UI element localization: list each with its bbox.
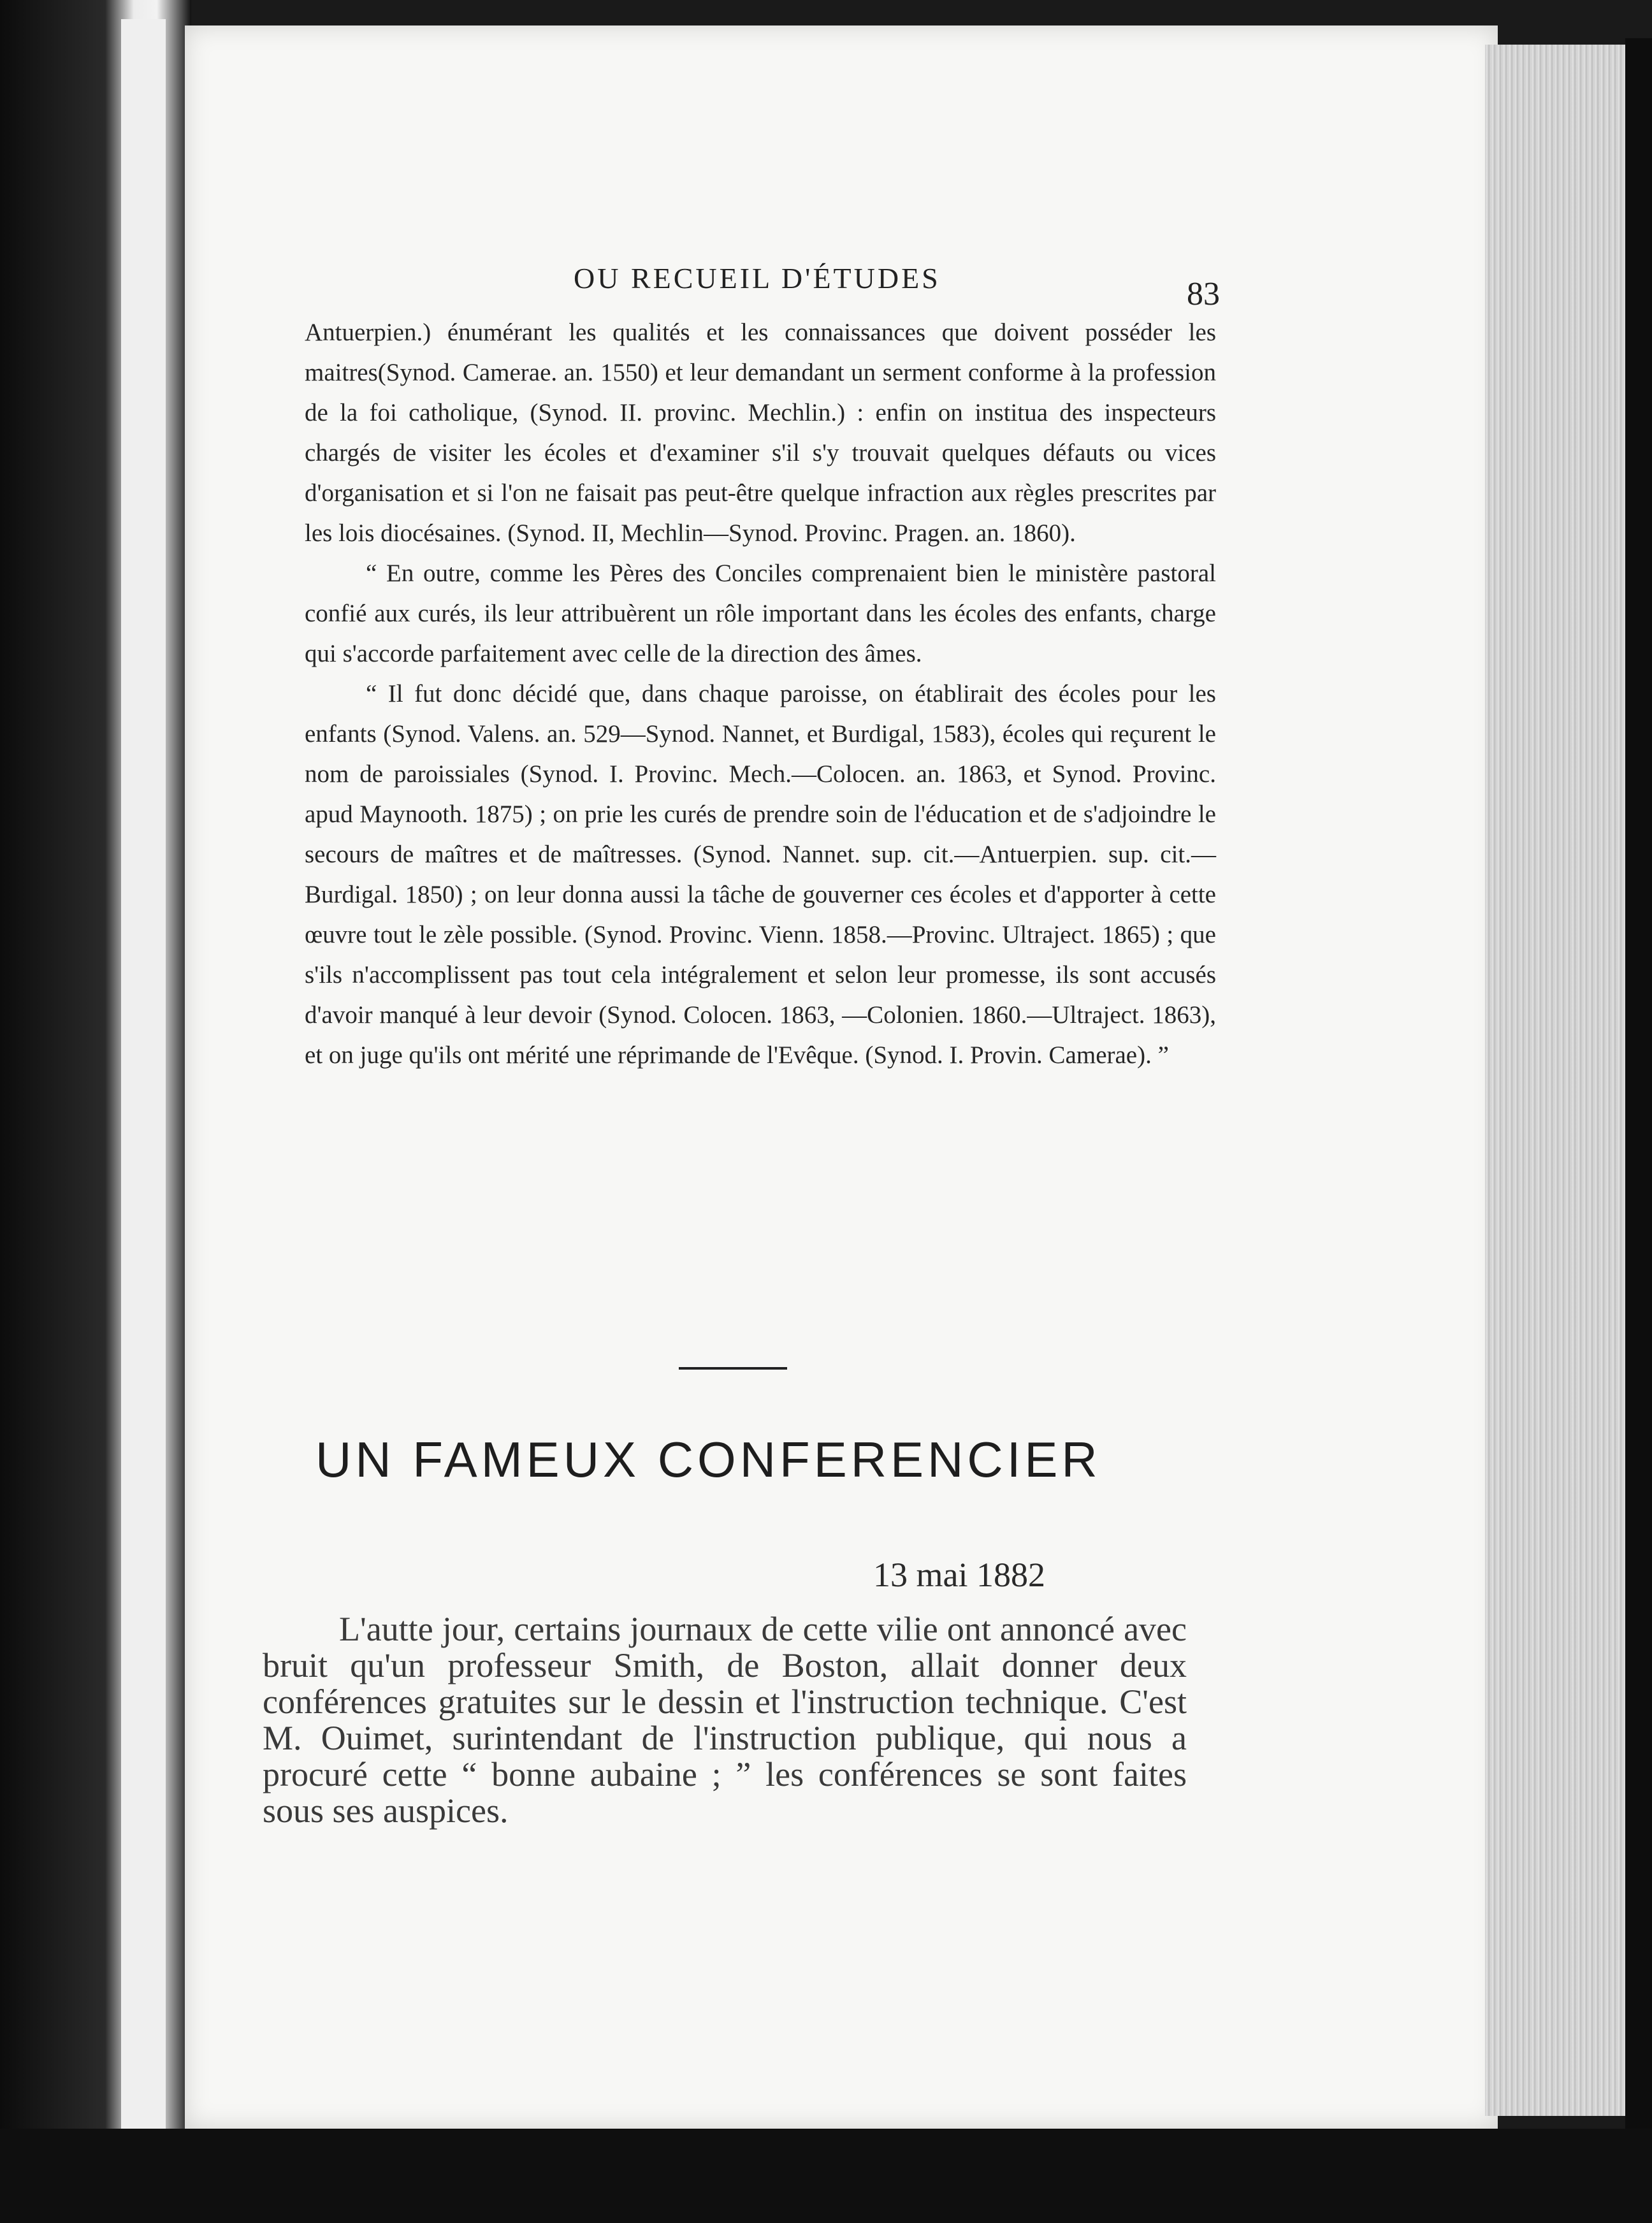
page-stack-shadow: [1625, 38, 1652, 2141]
section-divider: [679, 1367, 787, 1370]
article-title: UN FAMEUX CONFERENCIER: [315, 1431, 1101, 1488]
bottom-background: [0, 2129, 1652, 2223]
body-text: [305, 312, 1216, 1075]
page-stack-edge: [1485, 45, 1625, 2116]
body-paragraph-1: Antuerpien.) énumérant les qualités et les connaissances que doivent posséder les maitres(Synod. Camerae. an. 1550) et leur demandant un serment conforme à la profession de la foi catholique, (Synod. II. provinc. Mechlin.) : enfin on institua des inspecteurs chargés de visiter les écoles et d'examiner s'il s'y trouvait quelques défauts ou vices d'organisation et si l'on ne faisait pas peut-être quelque infraction aux règles prescrites par les lois diocésaines. (Synod. II, Mechlin—Synod. Provinc. Pragen. an. 1860).: [305, 319, 1216, 547]
left-page-margin: [121, 19, 166, 2141]
page-number: 83: [1187, 276, 1220, 312]
article-date: 13 mai 1882: [873, 1556, 1045, 1594]
running-head: OU RECUEIL D'ÉTUDES: [574, 262, 941, 294]
body-paragraph-3: “ Il fut donc décidé que, dans chaque paroisse, on établirait des écoles pour les enfants (Synod. Valens. an. 529—Synod. Nannet, et Burdigal, 1583), écoles qui reçurent le nom de paroissiales (Synod. I. Provinc. Mech.—Colocen. an. 1863, et Synod. Provinc. apud Maynooth. 1875) ; on prie les curés de prendre soin de l'éducation et de s'adjoindre le secours de maîtres et de maîtresses. (Synod. Nannet. sup. cit.—Antuerpien. sup. cit.—Burdigal. 1850) ; on leur donna aussi la tâche de gouverner ces écoles et d'apporter à cette œuvre tout le zèle possible. (Synod. Provinc. Vienn. 1858.—Provinc. Ultraject. 1865) ; que s'ils n'accomplissent pas tout cela intégralement et selon leur promesse, ils sont accusés d'avoir manqué à leur devoir (Synod. Colocen. 1863, —Colonien. 1860.—Ultraject. 1863), et on juge qu'ils ont mérité une réprimande de l'Evêque. (Synod. I. Provin. Camerae). ”: [305, 680, 1216, 1069]
article-text: L'autte jour, certains journaux de cette vilie ont annoncé avec bruit qu'un professeur Smith, de Boston, allait donner deux conférences gratuites sur le dessin et l'instruction technique. C'est M. Ouimet, surintendant de l'instruction publique, qui nous a procuré cette “ bonne aubaine ; ” les conférences se sont faites sous ses auspices.: [263, 1610, 1187, 1830]
body-paragraph-2: “ En outre, comme les Pères des Conciles comprenaient bien le ministère pastoral confié aux curés, ils leur attribuèrent un rôle important dans les écoles des enfants, charge qui s'accorde parfaitement avec celle de la direction des âmes.: [305, 560, 1216, 667]
